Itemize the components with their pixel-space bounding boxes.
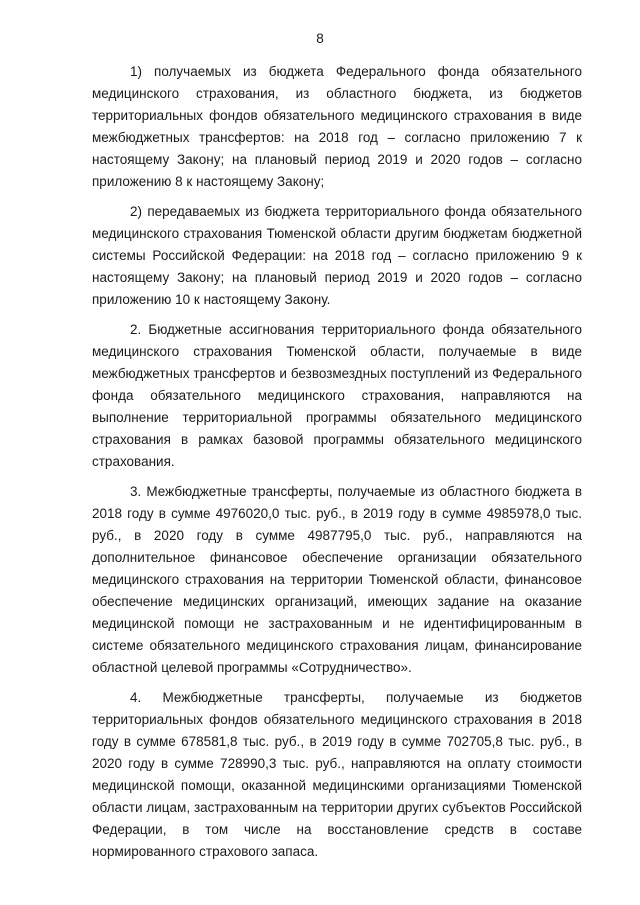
paragraph-clause-4: 4. Межбюджетные трансферты, получаемые из бюджетов территориальных фондов обязательного медицинского страхования в 2018 году в сумме 678581,8 тыс. руб., в 2019 году в сумме 702705,8 тыс. руб., в 2020 году в сумме 728990,3 тыс. руб., направляются на оплату стоимости медицинской помощи, оказанной медицинскими организациями Тюменской области лицам, застрахованным на территории других субъектов Российской Федерации, в том числе на восстановление средств в составе нормированного страхового запаса. [92, 690, 582, 859]
page-number: 8 [316, 31, 324, 46]
paragraph-item-2: 2) передаваемых из бюджета территориального фонда обязательного медицинского страхования Тюменской области другим бюджетам бюджетной системы Российской Федерации: на 2018 год – согласно приложению 9 к настоящему Закону; на плановый период 2019 и 2020 годов – согласно приложению 10 к настоящему Закону. [92, 204, 582, 307]
document-body [92, 61, 582, 871]
paragraph-item-1: 1) получаемых из бюджета Федерального фонда обязательного медицинского страхования, из областного бюджета, из бюджетов территориальных фондов обязательного медицинского страхования в виде межбюджетных трансфертов: на 2018 год – согласно приложению 7 к настоящему Закону; на плановый период 2019 и 2020 годов – согласно приложению 8 к настоящему Закону; [92, 64, 582, 189]
paragraph-clause-3: 3. Межбюджетные трансферты, получаемые из областного бюджета в 2018 году в сумме 4976020,0 тыс. руб., в 2019 году в сумме 4985978,0 тыс. руб., в 2020 году в сумме 4987795,0 тыс. руб., направляются на дополнительное финансовое обеспечение организации обязательного медицинского страхования на территории Тюменской области, финансовое обеспечение медицинских организаций, имеющих задание на оказание медицинской помощи не застрахованным и не идентифицированным в системе обязательного медицинского страхования лицам, финансирование областной целевой программы «Сотрудничество». [92, 484, 582, 675]
paragraph-clause-2: 2. Бюджетные ассигнования территориального фонда обязательного медицинского страхования Тюменской области, получаемые в виде межбюджетных трансфертов и безвозмездных поступлений из Федерального фонда обязательного медицинского страхования, направляются на выполнение территориальной программы обязательного медицинского страхования в рамках базовой программы обязательного медицинского страхования. [92, 322, 582, 469]
